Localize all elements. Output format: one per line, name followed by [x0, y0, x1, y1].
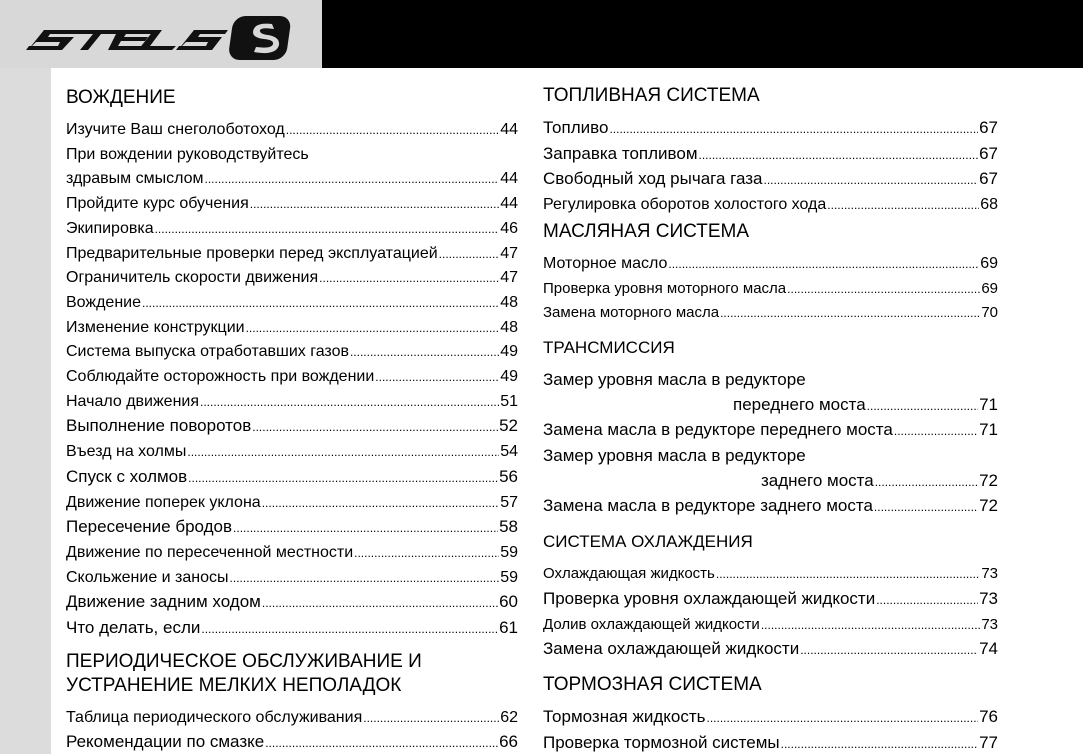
- toc-entry[interactable]: Свободный ход рычага газа ..... 67: [543, 167, 998, 193]
- dot-leader: [250, 192, 499, 217]
- toc-entry[interactable]: Проверка уровня охлаждающей жидкости ..... 73: [543, 587, 998, 613]
- toc-entry[interactable]: переднего моста ..... 71: [543, 393, 998, 419]
- section-heading-maintenance-line2: УСТРАНЕНИЕ МЕЛКИХ НЕПОЛАДОК: [66, 674, 402, 696]
- dot-leader: [354, 541, 499, 566]
- toc-entry[interactable]: Вождение ..... 48: [66, 291, 518, 316]
- toc-entry[interactable]: Ограничитель скорости движения ..... 47: [66, 266, 518, 291]
- dot-leader: [233, 516, 498, 541]
- toc-entry[interactable]: Проверка тормозной системы ..... 77: [543, 731, 998, 756]
- toc-right-column: [543, 80, 998, 756]
- toc-entry[interactable]: Соблюдайте осторожность при вождении ..... 49: [66, 365, 518, 390]
- toc-entry[interactable]: Изучите Ваш снеголоботоход ..... 44: [66, 118, 518, 143]
- toc-left-column: [66, 80, 518, 756]
- toc-entry[interactable]: Замена охлаждающей жидкости ..... 74: [543, 637, 998, 663]
- toc-entry[interactable]: Предварительные проверки перед эксплуатацией ..... 47: [66, 242, 518, 267]
- brand-name-text: STELS: [0, 0, 4, 1]
- dot-leader: [867, 394, 978, 419]
- toc-entry[interactable]: Таблица периодического обслуживания ..... 62: [66, 706, 518, 731]
- toc-entry[interactable]: Охлаждающая жидкость ..... 73: [543, 562, 998, 587]
- dot-leader: [699, 143, 979, 168]
- dot-leader: [787, 277, 980, 302]
- toc-entry[interactable]: Экипировка ..... 46: [66, 217, 518, 242]
- dot-leader: [363, 706, 499, 731]
- toc-entry[interactable]: Въезд на холмы ..... 54: [66, 440, 518, 465]
- dot-leader: [716, 562, 980, 587]
- toc-entry[interactable]: Движение задним ходом ..... 60: [66, 590, 518, 616]
- toc-entry[interactable]: Рекомендации по смазке ..... 66: [66, 730, 518, 756]
- toc-entry[interactable]: Долив охлаждающей жидкости ..... 73: [543, 613, 998, 638]
- dot-leader: [439, 242, 500, 267]
- toc-entry[interactable]: Моторное масло ..... 69: [543, 252, 998, 277]
- dot-leader: [200, 390, 499, 415]
- dot-leader: [800, 638, 978, 663]
- dot-leader: [286, 118, 499, 143]
- toc-entry[interactable]: Движение поперек уклона ..... 57: [66, 491, 518, 516]
- toc-entry[interactable]: Изменение конструкции ..... 48: [66, 316, 518, 341]
- dot-leader: [188, 466, 498, 491]
- dot-leader: [204, 167, 499, 192]
- dot-leader: [262, 491, 500, 516]
- dot-leader: [350, 340, 499, 365]
- dot-leader: [827, 193, 979, 218]
- dot-leader: [319, 266, 499, 291]
- dot-leader: [720, 301, 980, 326]
- section-heading-oil: МАСЛЯНАЯ СИСТЕМА: [543, 220, 750, 242]
- dot-leader: [262, 591, 498, 616]
- toc-entry[interactable]: Замер уровня масла в редукторе: [543, 446, 806, 466]
- toc-entry[interactable]: Пересечение бродов ..... 58: [66, 515, 518, 541]
- dot-leader: [201, 617, 498, 642]
- toc-entry[interactable]: Пройдите курс обучения ..... 44: [66, 192, 518, 217]
- dot-leader: [375, 365, 499, 390]
- left-margin-bar: [0, 0, 51, 754]
- toc-entry[interactable]: Тормозная жидкость ..... 76: [543, 705, 998, 731]
- dot-leader: [876, 588, 978, 613]
- toc-entry[interactable]: Спуск с холмов ..... 56: [66, 465, 518, 491]
- toc-entry[interactable]: При вождении руководствуйтесь: [66, 145, 309, 163]
- section-heading-driving: ВОЖДЕНИЕ: [66, 87, 176, 108]
- toc-entry[interactable]: Выполнение поворотов ..... 52: [66, 414, 518, 440]
- toc-entry[interactable]: Регулировка оборотов холостого хода ..... 68: [543, 193, 998, 218]
- dot-leader: [187, 440, 499, 465]
- toc-entry[interactable]: Движение по пересеченной местности ..... 59: [66, 541, 518, 566]
- toc-entry[interactable]: Скольжение и заносы ..... 59: [66, 566, 518, 591]
- toc-entry[interactable]: Замена масла в редукторе заднего моста ..... 72: [543, 494, 998, 520]
- dot-leader: [246, 316, 500, 341]
- toc-entry[interactable]: здравым смыслом ..... 44: [66, 167, 518, 192]
- dot-leader: [894, 419, 978, 444]
- toc-entry[interactable]: Замер уровня масла в редукторе: [543, 369, 806, 389]
- dot-leader: [761, 613, 981, 638]
- toc-entry[interactable]: Топливо ..... 67: [543, 116, 998, 142]
- brand-logo: [0, 0, 322, 68]
- dot-leader: [142, 291, 499, 316]
- section-heading-brakes: ТОРМОЗНАЯ СИСТЕМА: [543, 673, 762, 695]
- dot-leader: [668, 252, 979, 277]
- toc-entry[interactable]: Заправка топливом ..... 67: [543, 142, 998, 168]
- section-heading-transmission: ТРАНСМИССИЯ: [543, 337, 675, 357]
- dot-leader: [252, 415, 498, 440]
- toc-entry[interactable]: Замена моторного масла ..... 70: [543, 301, 998, 326]
- section-heading-fuel: ТОПЛИВНАЯ СИСТЕМА: [543, 85, 760, 106]
- section-heading-maintenance: ПЕРИОДИЧЕСКОЕ ОБСЛУЖИВАНИЕ И: [66, 650, 422, 672]
- toc-entry[interactable]: заднего моста ..... 72: [543, 469, 998, 495]
- dot-leader: [707, 706, 979, 731]
- toc-entry[interactable]: Система выпуска отработавших газов ..... 49: [66, 340, 518, 365]
- dot-leader: [874, 495, 978, 520]
- header-band: [0, 0, 1083, 68]
- dot-leader: [155, 217, 500, 242]
- dot-leader: [265, 731, 498, 756]
- section-heading-cooling: СИСТЕМА ОХЛАЖДЕНИЯ: [543, 532, 753, 552]
- dot-leader: [609, 117, 978, 142]
- dot-leader: [781, 732, 978, 756]
- toc-entry[interactable]: Замена масла в редукторе переднего моста ..... 71: [543, 418, 998, 444]
- stels-logo-graphic: [0, 0, 322, 68]
- toc-entry[interactable]: Что делать, если ..... 61: [66, 616, 518, 642]
- toc-entry[interactable]: Проверка уровня моторного масла ..... 69: [543, 277, 998, 302]
- dot-leader: [230, 566, 500, 591]
- dot-leader: [764, 168, 979, 193]
- toc-entry[interactable]: Начало движения ..... 51: [66, 390, 518, 415]
- dot-leader: [875, 470, 978, 495]
